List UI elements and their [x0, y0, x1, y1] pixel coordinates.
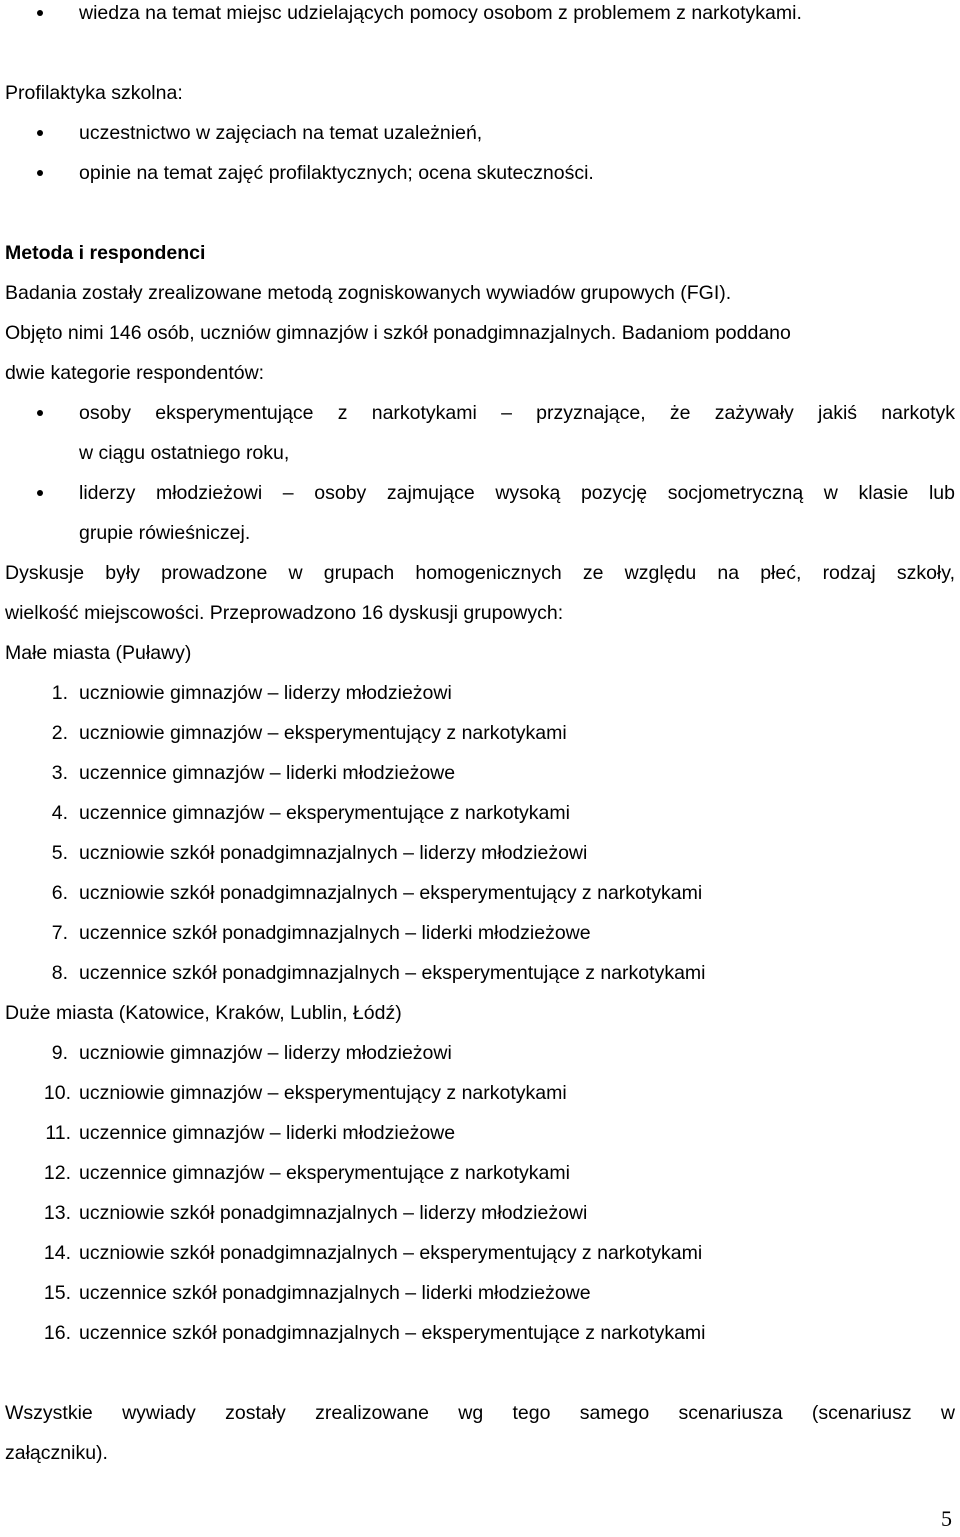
page-number: 5 [941, 1506, 952, 1531]
list-item-text: uczniowie szkół ponadgimnazjalnych – liderzy młodzieżowi [79, 1202, 588, 1224]
list-item-number: 3. [51, 762, 68, 784]
paragraph-line: Objęto nimi 146 osób, uczniów gimnazjów i szkół ponadgimnazjalnych. Badaniom poddano [5, 322, 791, 344]
list-item-number: 14. [43, 1242, 71, 1264]
list-item-number: 12. [43, 1162, 71, 1184]
category-item-continuation [0, 513, 960, 553]
numbered-list-item [0, 913, 960, 953]
list-item-text: uczniowie gimnazjów – eksperymentujący z narkotykami [79, 1082, 567, 1104]
list-item-number: 4. [51, 802, 68, 824]
numbered-list-item [0, 873, 960, 913]
category-item [0, 473, 960, 513]
bullet-item [0, 113, 960, 153]
numbered-list-item [0, 753, 960, 793]
paragraph-line [0, 553, 960, 593]
list-item-number: 2. [51, 722, 68, 744]
list-item-text: uczniowie gimnazjów – liderzy młodzieżowi [79, 682, 452, 704]
numbered-list-item [0, 1313, 960, 1353]
small-towns-list [0, 673, 960, 993]
closing-line-text: Wszystkie wywiady zostały zrealizowane wg tego samego scenariusza (scenariusz w [5, 1402, 955, 1424]
paragraph-line: wielkość miejscowości. Przeprowadzono 16 dyskusji grupowych: [5, 602, 564, 624]
bullet-item [0, 0, 960, 33]
numbered-list-item [0, 1233, 960, 1273]
bullet-icon [37, 130, 43, 136]
numbered-list-item [0, 1153, 960, 1193]
list-item-text: uczniowie gimnazjów – liderzy młodzieżowi [79, 1042, 452, 1064]
paragraph-line: Badania zostały zrealizowane metodą zogniskowanych wywiadów grupowych (FGI). [5, 282, 732, 304]
big-cities-list [0, 1033, 960, 1353]
section-heading: Metoda i respondenci [5, 242, 206, 264]
numbered-list-item [0, 953, 960, 993]
list-item-text: uczennice szkół ponadgimnazjalnych – eksperymentujące z narkotykami [79, 1322, 706, 1344]
numbered-list-item [0, 1193, 960, 1233]
small-towns-title: Małe miasta (Puławy) [5, 642, 192, 664]
list-item-text: uczennice gimnazjów – liderki młodzieżowe [79, 762, 456, 784]
category-item [0, 393, 960, 433]
spacer [0, 1353, 960, 1393]
closing-line: załączniku). [5, 1442, 108, 1464]
list-item-text: uczniowie szkół ponadgimnazjalnych – eksperymentujący z narkotykami [79, 1242, 703, 1264]
category-item-continuation [0, 433, 960, 473]
list-item-number: 13. [43, 1202, 71, 1224]
category-text-line: liderzy młodzieżowi – osoby zajmujące wysoką pozycję socjometryczną w klasie lub [79, 482, 955, 504]
bullet-text: uczestnictwo w zajęciach na temat uzależnień, [79, 122, 483, 144]
list-item-text: uczennice szkół ponadgimnazjalnych – liderki młodzieżowe [79, 922, 591, 944]
list-item-number: 6. [51, 882, 68, 904]
list-item-text: uczennice szkół ponadgimnazjalnych – liderki młodzieżowe [79, 1282, 591, 1304]
list-item-text: uczennice szkół ponadgimnazjalnych – eksperymentujące z narkotykami [79, 962, 706, 984]
bullet-text: opinie na temat zajęć profilaktycznych; ocena skuteczności. [79, 162, 594, 184]
bullet-text: wiedza na temat miejsc udzielających pomocy osobom z problemem z narkotykami. [79, 2, 802, 24]
big-cities-title: Duże miasta (Katowice, Kraków, Lublin, Łódź) [5, 1002, 402, 1024]
list-item-number: 10. [43, 1082, 71, 1104]
numbered-list-item [0, 793, 960, 833]
spacer [0, 193, 960, 233]
spacer [0, 33, 960, 73]
bullet-item [0, 153, 960, 193]
category-text-line: osoby eksperymentujące z narkotykami – przyznające, że zażywały jakiś narkotyk [79, 402, 955, 424]
list-item-number: 5. [51, 842, 68, 864]
category-text-line: grupie rówieśniczej. [79, 522, 251, 544]
profilaktyka-title: Profilaktyka szkolna: [5, 82, 183, 104]
numbered-list-item [0, 673, 960, 713]
list-item-number: 16. [43, 1322, 71, 1344]
numbered-list-item [0, 1273, 960, 1313]
list-item-number: 9. [51, 1042, 68, 1064]
list-item-text: uczniowie gimnazjów – eksperymentujący z narkotykami [79, 722, 567, 744]
list-item-number: 7. [51, 922, 68, 944]
list-item-number: 8. [51, 962, 68, 984]
list-item-number: 15. [43, 1282, 71, 1304]
numbered-list-item [0, 1073, 960, 1113]
bullet-icon [37, 490, 43, 496]
list-item-number: 1. [51, 682, 68, 704]
list-item-number: 11. [45, 1122, 71, 1144]
numbered-list-item [0, 713, 960, 753]
bullet-icon [37, 410, 43, 416]
bullet-icon [37, 10, 43, 16]
list-item-text: uczennice gimnazjów – eksperymentujące z narkotykami [79, 802, 570, 824]
numbered-list-item [0, 1033, 960, 1073]
numbered-list-item [0, 833, 960, 873]
numbered-list-item [0, 1113, 960, 1153]
bullet-icon [37, 170, 43, 176]
list-item-text: uczennice gimnazjów – liderki młodzieżowe [79, 1122, 456, 1144]
category-text-line: w ciągu ostatniego roku, [79, 442, 290, 464]
list-item-text: uczniowie szkół ponadgimnazjalnych – liderzy młodzieżowi [79, 842, 588, 864]
paragraph-line: dwie kategorie respondentów: [5, 362, 265, 384]
list-item-text: uczennice gimnazjów – eksperymentujące z narkotykami [79, 1162, 570, 1184]
closing-line [0, 1393, 960, 1433]
paragraph-line-text: Dyskusje były prowadzone w grupach homogenicznych ze względu na płeć, rodzaj szkoły, [5, 562, 955, 584]
list-item-text: uczniowie szkół ponadgimnazjalnych – eksperymentujący z narkotykami [79, 882, 703, 904]
